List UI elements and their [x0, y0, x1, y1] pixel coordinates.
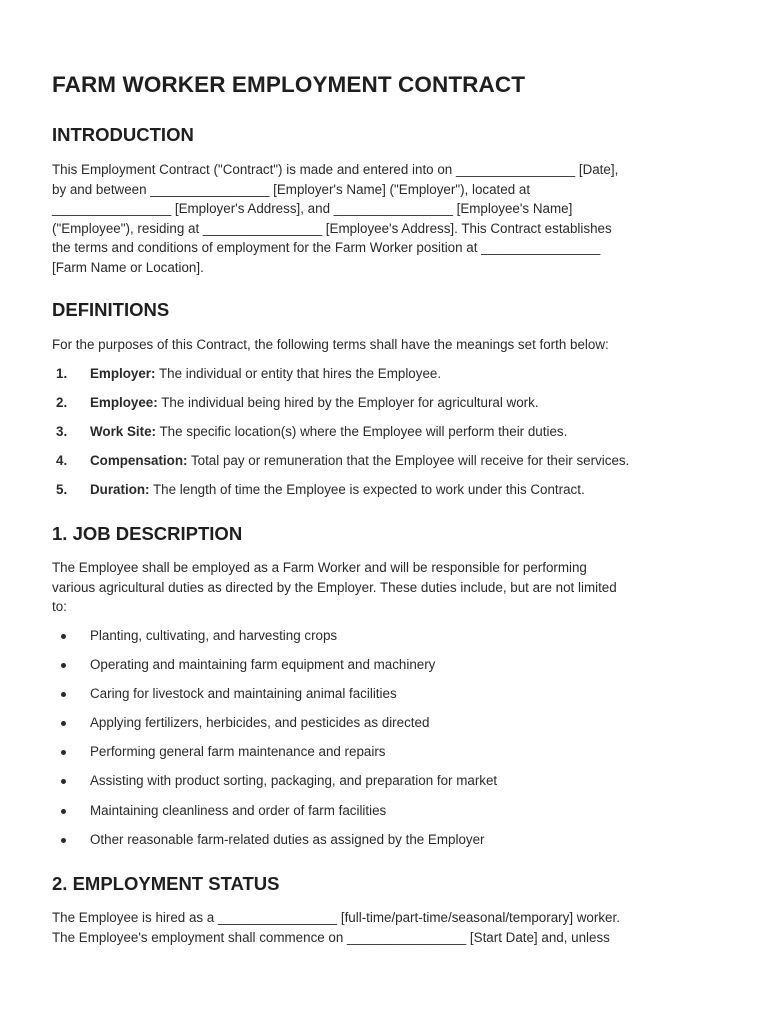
definitions-heading: DEFINITIONS	[52, 299, 170, 320]
introduction-line: the terms and conditions of employment for the Farm Worker position at ________________	[52, 240, 601, 255]
definition-term: Work Site:	[90, 424, 156, 439]
definition-text	[90, 480, 585, 499]
definition-number: 5.	[56, 482, 68, 497]
bullet-icon	[61, 663, 66, 668]
bullet-icon	[61, 634, 66, 639]
bullet-icon	[61, 838, 66, 843]
job-description-line: The Employee shall be employed as a Farm Worker and will be responsible for performing	[52, 560, 587, 575]
definition-description: The individual being hired by the Employer for agricultural work.	[157, 395, 539, 410]
introduction-line: This Employment Contract ("Contract") is made and entered into on ________________ [Date],	[52, 162, 619, 177]
job-description-line: to:	[52, 599, 67, 614]
definition-term: Compensation:	[90, 453, 188, 468]
introduction-line: [Farm Name or Location].	[52, 259, 204, 275]
bullet-icon	[61, 750, 66, 755]
definition-term: Employee:	[90, 395, 158, 410]
definition-number: 3.	[56, 424, 68, 439]
document-title: FARM WORKER EMPLOYMENT CONTRACT	[52, 72, 526, 97]
definition-description: The specific location(s) where the Employee will perform their duties.	[155, 424, 568, 439]
introduction-heading: INTRODUCTION	[52, 124, 194, 145]
duty-text: Caring for livestock and maintaining animal facilities	[90, 686, 397, 702]
introduction-line: by and between ________________ [Employer's Name] ("Employer"), located at	[52, 181, 531, 197]
definition-number: 2.	[56, 395, 68, 410]
definition-text	[90, 364, 441, 383]
definition-number: 4.	[56, 453, 68, 468]
duty-text: Other reasonable farm-related duties as assigned by the Employer	[90, 831, 485, 847]
definition-term: Duration:	[90, 482, 150, 497]
duty-text: Applying fertilizers, herbicides, and pesticides as directed	[90, 715, 430, 731]
introduction-line: ________________ [Employer's Address], and ________________ [Employee's Name]	[52, 201, 573, 216]
duty-text: Maintaining cleanliness and order of farm facilities	[90, 802, 387, 818]
definitions-intro-text: For the purposes of this Contract, the following terms shall have the meanings set forth below:	[52, 337, 609, 352]
job-description-paragraph	[52, 558, 724, 617]
job-description-line: various agricultural duties as directed by the Employer. These duties include, but are not limited	[52, 579, 617, 595]
definition-description: Total pay or remuneration that the Employee will receive for their services.	[187, 453, 630, 468]
definition-term: Employer:	[90, 366, 156, 381]
bullet-icon	[61, 809, 66, 814]
definition-text	[90, 393, 539, 412]
duty-text: Performing general farm maintenance and repairs	[90, 744, 386, 760]
definition-text	[90, 422, 567, 441]
job-description-heading: 1. JOB DESCRIPTION	[52, 523, 243, 544]
definition-description: The length of time the Employee is expected to work under this Contract.	[149, 482, 585, 497]
introduction-paragraph	[52, 160, 724, 277]
bullet-icon	[61, 692, 66, 697]
definition-description: The individual or entity that hires the Employee.	[155, 366, 442, 381]
duty-text: Planting, cultivating, and harvesting crops	[90, 628, 338, 643]
definition-text	[90, 451, 629, 470]
employment-status-paragraph	[52, 908, 724, 947]
employment-status-line: The Employee is hired as a ________________ [full-time/part-time/seasonal/temporary] worker.	[52, 910, 620, 925]
definition-number: 1.	[56, 366, 68, 381]
duty-text: Operating and maintaining farm equipment and machinery	[90, 657, 436, 673]
bullet-icon	[61, 779, 66, 784]
introduction-line: ("Employee"), residing at ________________ [Employee's Address]. This Contract establishes	[52, 220, 612, 236]
bullet-icon	[61, 721, 66, 726]
employment-status-line: The Employee's employment shall commence on ________________ [Start Date] and, unless	[52, 929, 610, 945]
employment-status-heading: 2. EMPLOYMENT STATUS	[52, 873, 280, 894]
duty-text: Assisting with product sorting, packaging, and preparation for market	[90, 773, 498, 789]
definitions-intro	[52, 335, 724, 355]
